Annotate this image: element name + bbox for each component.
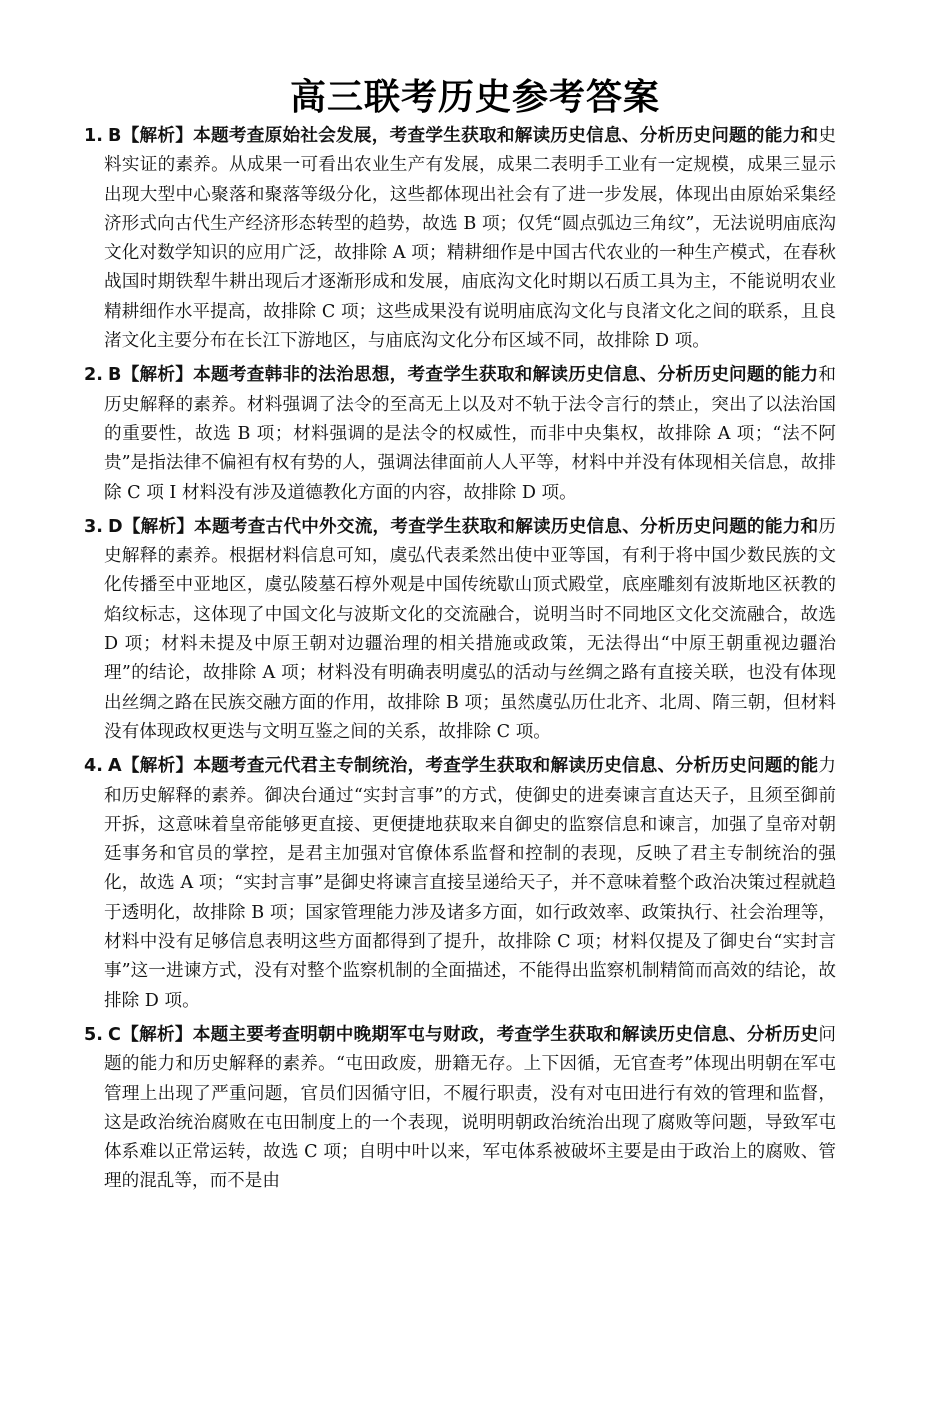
analysis-lead: 【解析】本题考查原始社会发展，考查学生获取和解读历史信息、分析历史问题的能力和 <box>121 126 819 146</box>
answer-letter: C <box>108 1024 121 1045</box>
item-number: 2. <box>84 365 103 386</box>
answer-item-1 <box>84 122 836 356</box>
analysis-lead: 【解析】本题主要考查明朝中晚期军屯与财政，考查学生获取和解读历史信息、分析历史 <box>120 1024 819 1045</box>
analysis-body: 力和历史解释的素养。御决台通过“实封言事”的方式，使御史的进奏谏言直达天子，且须至御前开拆，这意味着皇帝能够更直接、更便捷地获取来自御史的监察信息和谏言，加强了皇帝对朝廷事务和官员的掌控，是君主加强对官僚体系监督和控制的表现，反映了君主专制统治的强化，故选 A 项；“实封言事”是御史将谏言直接呈递给天子，并不意味着整个政治决策过程就趋于透明化，故排除 B 项；国家管理能力涉及诸多方面，如行政效率、政策执行、社会治理等，材料中没有足够信息表明这些方面都得到了提升，故排除 C 项；材料仅提及了御史台“实封言事”这一进谏方式，没有对整个监察机制的全面描述，不能得出监察机制精简而高效的结论，故排除 D 项。 <box>104 756 836 1011</box>
answer-item-4 <box>84 752 836 1016</box>
answer-item-3 <box>84 513 836 747</box>
item-number: 1. <box>84 126 103 146</box>
analysis-body: 问题的能力和历史解释的素养。“屯田政废，册籍无存。上下因循，无官查考”体现出明朝在军屯管理上出现了严重问题，官员们因循守旧，不履行职责，没有对屯田进行有效的管理和监督，这是政治统治腐败在屯田制度上的一个表现，说明明朝政治统治出现了腐败等问题，导致军屯体系难以正常运转，故选 C 项；自明中叶以来，军屯体系被破坏主要是由于政治上的腐败、管理的混乱等，而不是由 <box>104 1024 836 1192</box>
analysis-body: 和历史解释的素养。材料强调了法令的至高无上以及对不轨于法令言行的禁止，突出了以法治国的重要性，故选 B 项；材料强调的是法令的权威性，而非中央集权，故排除 A 项；“法不阿贵”是指法律不偏袒有权有势的人，强调法律面前人人平等，材料中并没有体现相关信息，故排除 C 项 I 材料没有涉及道德教化方面的内容，故排除 D 项。 <box>104 365 836 503</box>
answer-list <box>84 122 836 1202</box>
item-number: 3. <box>84 516 103 537</box>
analysis-body: 史料实证的素养。从成果一可看出农业生产有发展，成果二表明手工业有一定规模，成果三显示出现大型中心聚落和聚落等级分化，这些都体现出社会有了进一步发展，体现出由原始采集经济形式向古代生产经济形态转型的趋势，故选 B 项；仅凭“圆点弧边三角纹”，无法说明庙底沟文化对数学知识的应用广泛，故排除 A 项；精耕细作是中国古代农业的一种生产模式，在春秋战国时期铁犁牛耕出现后才逐渐形成和发展，庙底沟文化时期以石质工具为主，不能说明农业精耕细作水平提高，故排除 C 项；这些成果没有说明庙底沟文化与良渚文化之间的联系，且良渚文化主要分布在长江下游地区，与庙底沟文化分布区域不同，故排除 D 项。 <box>104 126 836 352</box>
answer-letter: B <box>108 365 122 386</box>
answer-item-2 <box>84 361 836 507</box>
answer-item-5 <box>84 1021 836 1197</box>
item-number: 4. <box>84 756 103 777</box>
answer-letter: A <box>108 756 122 777</box>
analysis-lead: 【解析】本题考查古代中外交流，考查学生获取和解读历史信息、分析历史问题的能力和 <box>122 516 819 537</box>
analysis-lead: 【解析】本题考查韩非的法治思想，考查学生获取和解读历史信息、分析历史问题的能力 <box>121 365 819 386</box>
page-title: 高三联考历史参考答案 <box>289 77 660 119</box>
analysis-body: 历史解释的素养。根据材料信息可知，虞弘代表柔然出使中亚等国，有利于将中国少数民族的文化传播至中亚地区，虞弘陵墓石椁外观是中国传统歇山顶式殿堂，底座雕刻有波斯地区祆教的焰纹标志，这体现了中国文化与波斯文化的交流融合，说明当时不同地区文化交流融合，故选 D 项；材料未提及中原王朝对边疆治理的相关措施或政策，无法得出“中原王朝重视边疆治理”的结论，故排除 A 项；材料没有明确表明虞弘的活动与丝绸之路有直接关联，也没有体现出丝绸之路在民族交融方面的作用，故排除 B 项；虽然虞弘历仕北齐、北周、隋三朝，但材料没有体现政权更迭与文明互鉴之间的关系，故排除 C 项。 <box>104 516 836 742</box>
analysis-lead: 【解析】本题考查元代君主专制统治，考查学生获取和解读历史信息、分析历史问题的能 <box>121 756 819 777</box>
item-number: 5. <box>84 1024 103 1045</box>
answer-letter: D <box>108 516 123 537</box>
answer-letter: B <box>108 126 122 146</box>
